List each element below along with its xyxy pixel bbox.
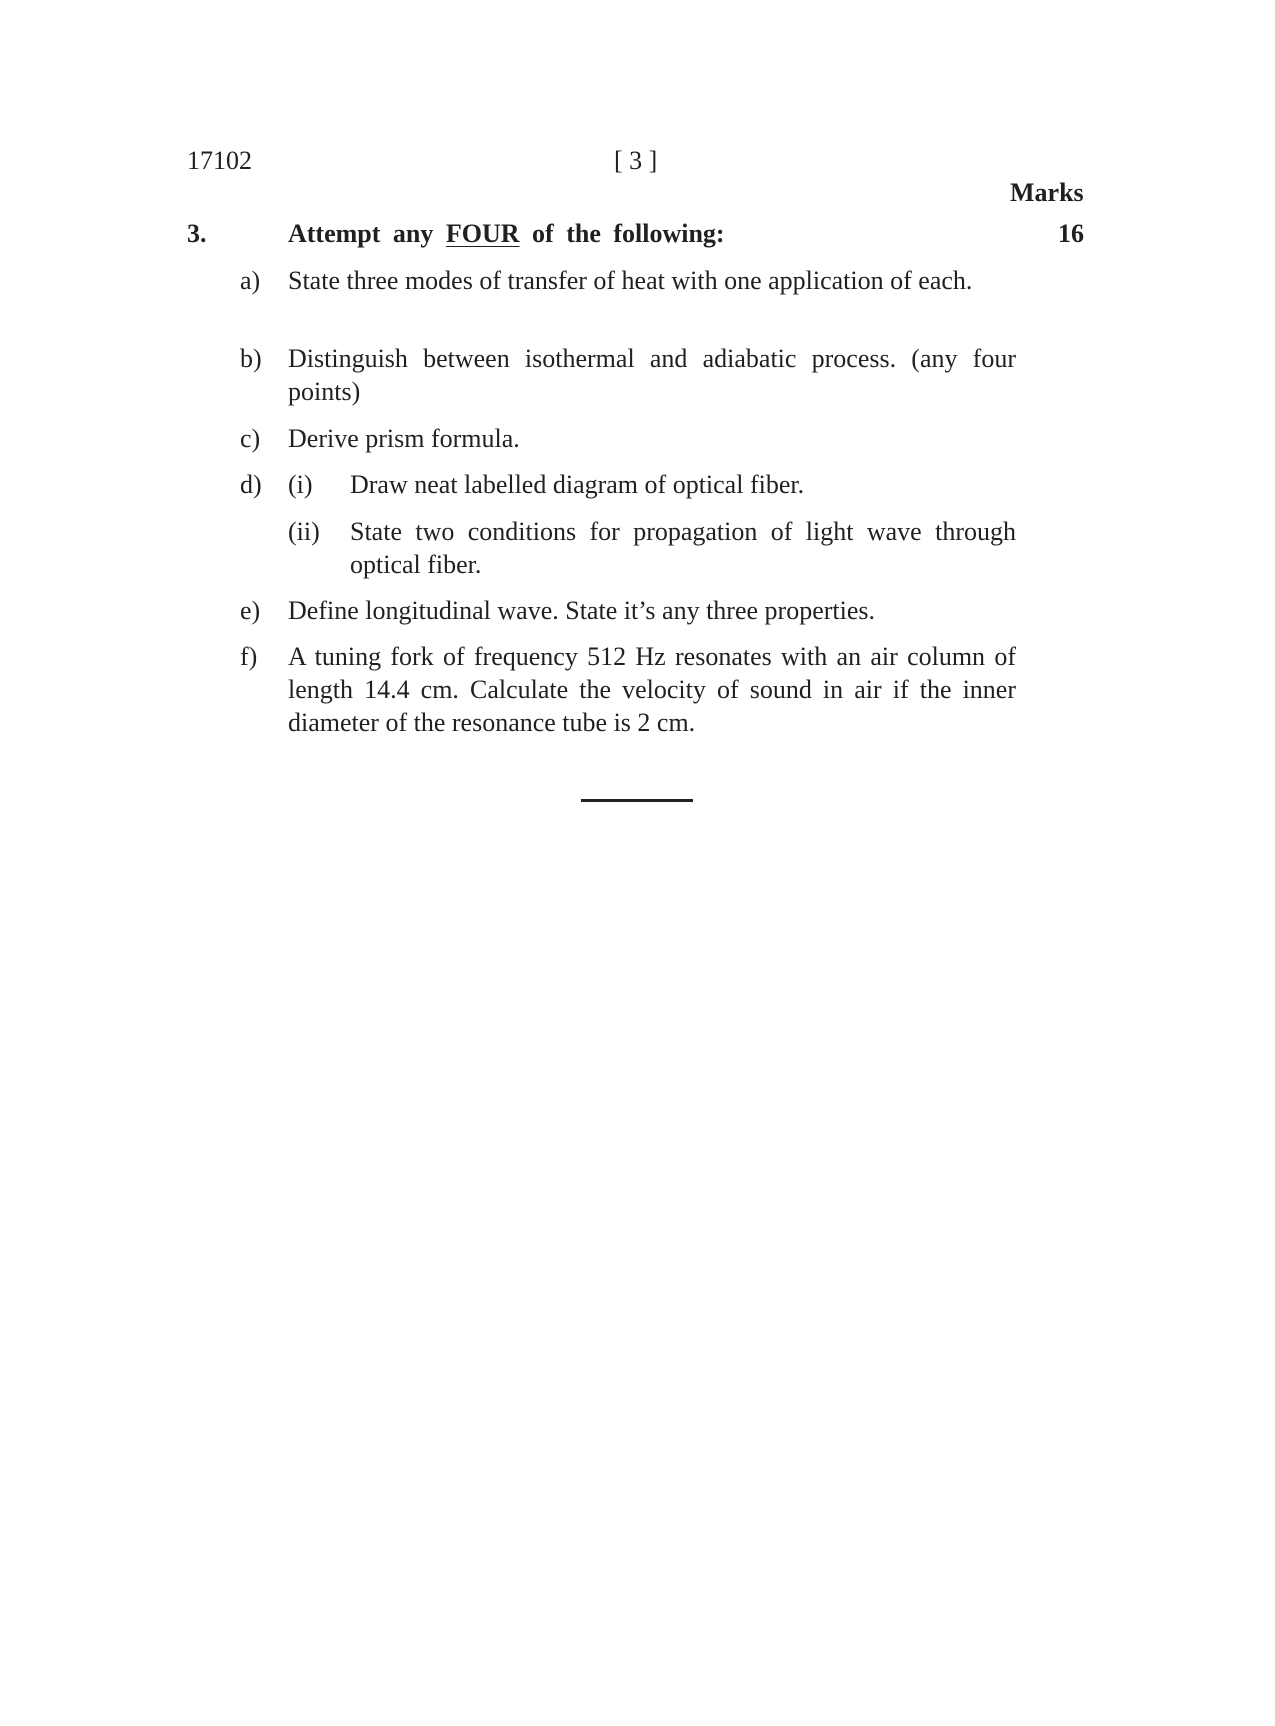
- part-text: Define longitudinal wave. State it’s any three properties.: [288, 596, 875, 625]
- subpart-text: Draw neat labelled diagram of optical fiber.: [350, 470, 805, 499]
- question-marks: 16: [1058, 219, 1084, 248]
- question-number: 3.: [187, 219, 207, 248]
- marks-heading: Marks: [1010, 178, 1084, 207]
- subpart-label: (ii): [288, 517, 320, 546]
- question-instruction: [288, 219, 725, 249]
- part-text: State three modes of transfer of heat with one application of each.: [288, 266, 973, 295]
- part-label: f): [240, 642, 258, 671]
- part-label: e): [240, 596, 261, 625]
- paper-code: 17102: [187, 146, 252, 175]
- part-label: d): [240, 470, 262, 499]
- instruction-suffix: of the following:: [532, 219, 725, 248]
- instruction-prefix: Attempt any: [288, 219, 434, 248]
- part-text: Distinguish between isothermal and adiabatic process. (any four points): [288, 344, 1016, 406]
- subpart-label: (i): [288, 470, 313, 499]
- part-label: a): [240, 266, 261, 295]
- part-text: Derive prism formula.: [288, 424, 520, 453]
- part-text: A tuning fork of frequency 512 Hz resonates with an air column of length 14.4 cm. Calculate the velocity of sound in air if the inner diameter of the resonance tube is 2 cm.: [288, 642, 1016, 737]
- part-label: c): [240, 424, 261, 453]
- page-number: [ 3 ]: [614, 146, 658, 175]
- end-of-section-rule: [581, 799, 693, 802]
- part-label: b): [240, 344, 262, 373]
- instruction-emphasis: FOUR: [445, 219, 520, 248]
- subpart-text: State two conditions for propagation of light wave through optical fiber.: [350, 517, 1016, 579]
